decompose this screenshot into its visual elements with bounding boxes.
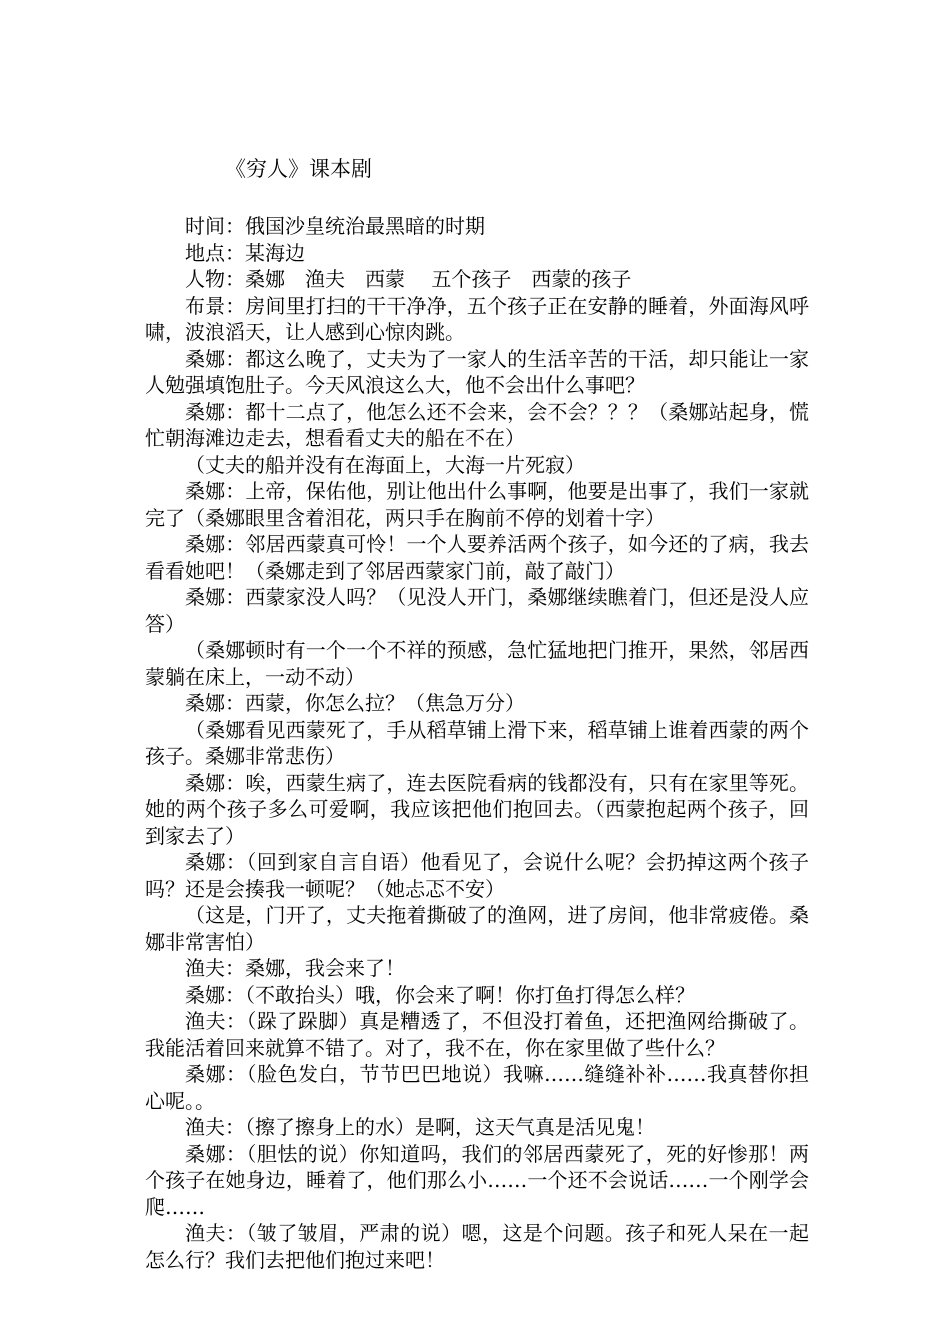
document-title: 《穷人》课本剧 (225, 157, 372, 181)
paragraph: 桑娜：邻居西蒙真可怜！一个人要养活两个孩子，如今还的了病，我去看看她吧！（桑娜走到了邻居西蒙家门前，敲了敲门） (145, 532, 809, 583)
paragraph: 桑娜：都这么晚了，丈夫为了一家人的生活辛苦的干活，却只能让一家人勉强填饱肚子。今天风浪这么大，他不会出什么事吧？ (145, 346, 809, 397)
paragraph: 布景：房间里打扫的干干净净，五个孩子正在安静的睡着，外面海风呼啸，波浪滔天，让人感到心惊肉跳。 (145, 293, 809, 344)
paragraph: 桑娜：（胆怯的说）你知道吗，我们的邻居西蒙死了，死的好惨那！两个孩子在她身边，睡着了，他们那么小……一个还不会说话……一个刚学会爬…… (145, 1141, 809, 1219)
paragraph: （桑娜顿时有一个一个不祥的预感，急忙猛地把门推开，果然，邻居西蒙躺在床上，一动不动） (145, 638, 809, 689)
paragraph: 桑娜：上帝，保佑他，别让他出什么事啊，他要是出事了，我们一家就完了（桑娜眼里含着泪花，两只手在胸前不停的划着十字） (145, 479, 809, 530)
paragraph: 时间：俄国沙皇统治最黑暗的时期 (185, 214, 485, 238)
paragraph: 渔夫：桑娜，我会来了！ (185, 956, 405, 980)
paragraph: 地点：某海边 (185, 240, 305, 265)
paragraph: 桑娜：西蒙，你怎么拉？（焦急万分） (185, 691, 525, 715)
paragraph: 桑娜：西蒙家没人吗？（见没人开门，桑娜继续瞧着门，但还是没人应答） (145, 585, 809, 636)
paragraph: 桑娜：（回到家自言自语）他看见了，会说什么呢？会扔掉这两个孩子吗？还是会揍我一顿呢？（她忐忑不安） (145, 850, 809, 901)
paragraph: （桑娜看见西蒙死了，手从稻草铺上滑下来，稻草铺上谁着西蒙的两个孩子。桑娜非常悲伤） (145, 717, 809, 768)
paragraph: 人物：桑娜 渔夫 西蒙 五个孩子 西蒙的孩子 (185, 267, 632, 291)
paragraph: （这是，门开了，丈夫拖着撕破了的渔网，进了房间，他非常疲倦。桑娜非常害怕） (145, 903, 809, 954)
paragraph: 桑娜：唉，西蒙生病了，连去医院看病的钱都没有，只有在家里等死。她的两个孩子多么可爱啊，我应该把他们抱回去。（西蒙抱起两个孩子，回到家去了） (145, 770, 809, 848)
paragraph: 渔夫：（擦了擦身上的水）是啊，这天气真是活见鬼！ (185, 1115, 655, 1139)
script-body (145, 213, 809, 1273)
paragraph: 桑娜：都十二点了，他怎么还不会来，会不会？？？（桑娜站起身，慌忙朝海滩边走去，想看看丈夫的船在不在） (145, 399, 809, 450)
paragraph: （丈夫的船并没有在海面上，大海一片死寂） (185, 452, 585, 477)
paragraph: 渔夫：（皱了皱眉，严肃的说）嗯，这是个问题。孩子和死人呆在一起怎么行？我们去把他们抱过来吧！ (145, 1221, 809, 1272)
paragraph: 渔夫：（跺了跺脚）真是糟透了，不但没打着鱼，还把渔网给撕破了。我能活着回来就算不错了。对了，我不在，你在家里做了些什么？ (145, 1009, 809, 1060)
paragraph: 桑娜：（不敢抬头）哦，你会来了啊！你打鱼打得怎么样？ (185, 982, 695, 1007)
paragraph: 桑娜：（脸色发白，节节巴巴地说）我嘛……缝缝补补……我真替你担心呢。。 (145, 1062, 809, 1113)
